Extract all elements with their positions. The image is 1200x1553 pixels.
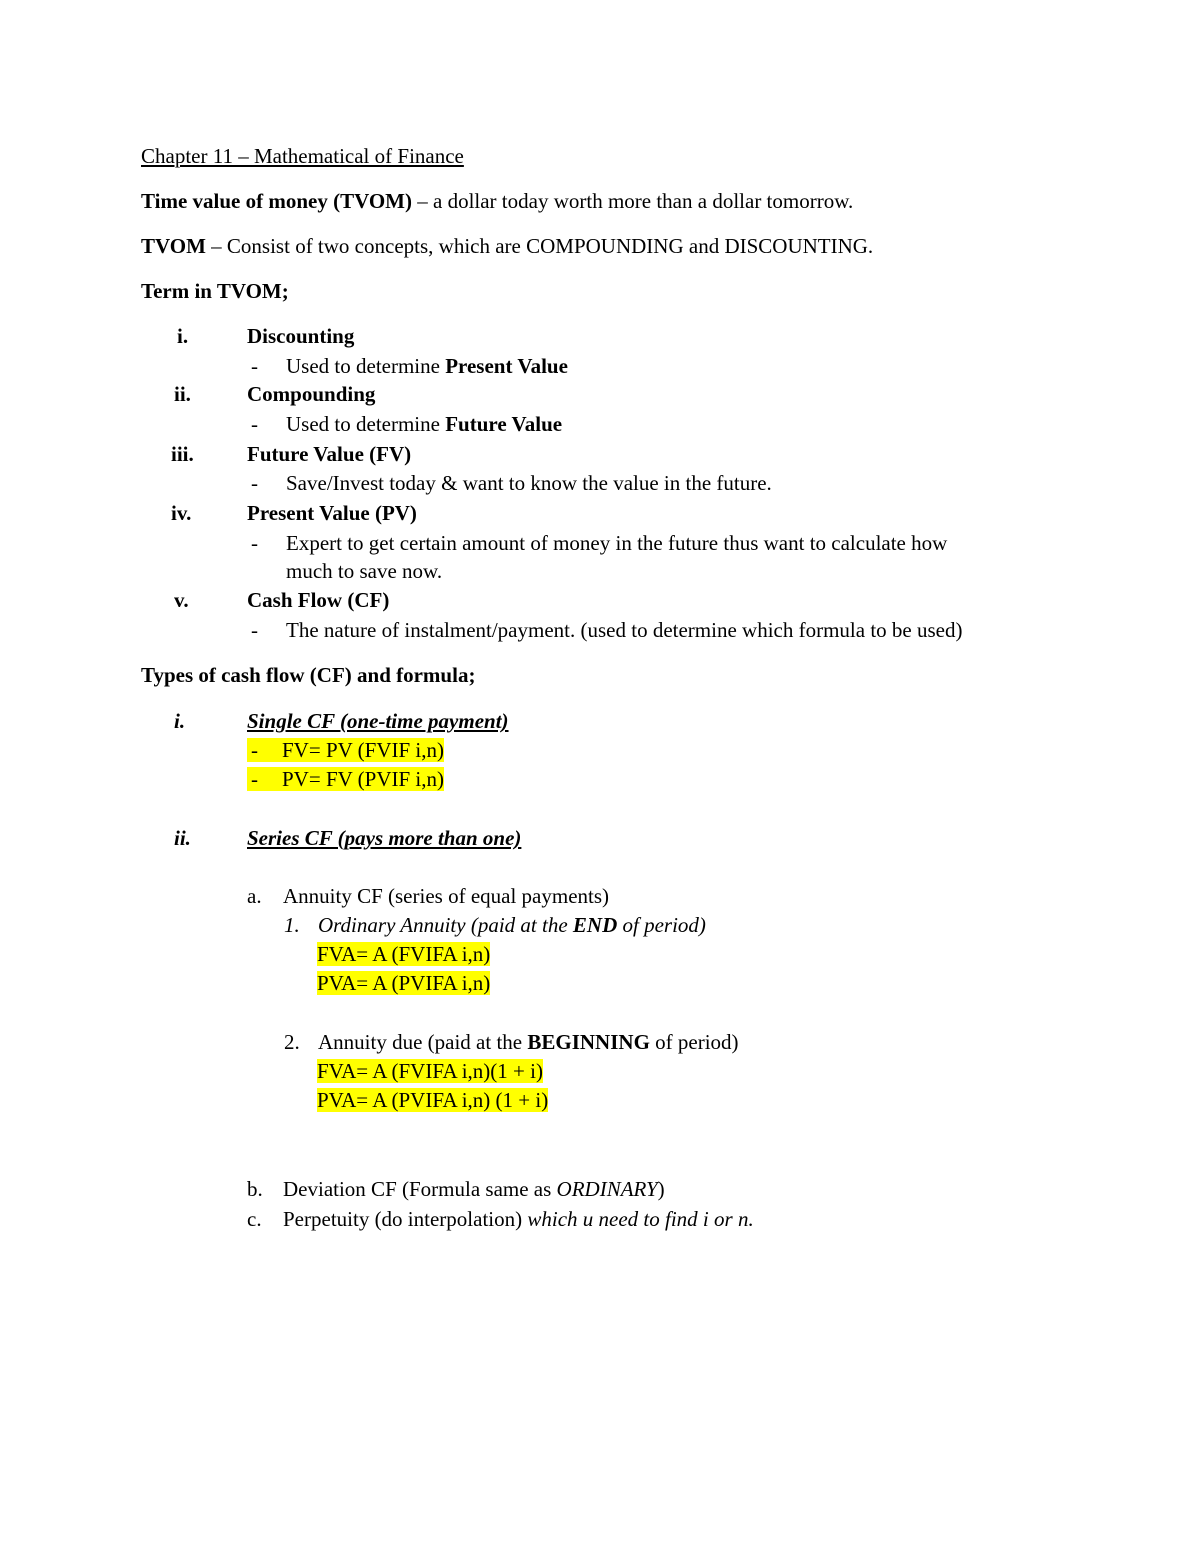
tvom-def-text: – a dollar today worth more than a dollar tomorrow. [412,189,854,213]
term-2-desc-bold: Future Value [445,412,563,436]
term-1-num: i. [177,324,189,348]
single-cf-fv-text: FV= PV (FVIF i,n) [282,738,444,762]
term-1-desc [251,352,568,380]
tvom-label: TVOM [141,234,206,258]
term-3-dash: - [251,471,258,495]
single-cf-pv-text: PV= FV (PVIF i,n) [282,767,444,791]
deviation-text-pre: Deviation CF (Formula same as [283,1177,557,1201]
due-fva-formula [317,1057,543,1085]
term-5-title: Cash Flow (CF) [247,588,390,612]
page-title-text: Chapter 11 – Mathematical of Finance [141,144,464,168]
term-2-desc-pre: Used to determine [286,412,446,436]
term-2-num: ii. [174,382,191,406]
term-2-dash: - [251,412,258,436]
deviation-text-post: ) [657,1177,665,1201]
single-cf-pv-highlight [247,767,444,791]
term-3-desc [251,469,772,497]
ordinary-text-post: of period) [617,913,706,937]
deviation-text [283,1175,665,1203]
term-4-desc-cont: much to save now. [286,559,443,583]
single-cf-num: i. [174,709,186,733]
series-cf-title: Series CF (pays more than one) [247,826,522,850]
due-fva-text: FVA= A (FVIFA i,n)(1 + i) [317,1059,543,1083]
term-5-dash: - [251,618,258,642]
term-1-desc-bold: Present Value [445,354,568,378]
terms-heading: Term in TVOM; [141,279,289,303]
term-4-dash: - [251,531,258,555]
due-text-pre: Annuity due (paid at the [318,1030,528,1054]
series-cf-num: ii. [174,826,191,850]
term-3-title: Future Value (FV) [247,442,412,466]
single-cf-pv-dash: - [251,767,258,791]
ordinary-text-bold: END [572,913,618,937]
perpetuity-label: c. [247,1207,262,1231]
page-title [141,142,464,170]
types-heading: Types of cash flow (CF) and formula; [141,663,476,687]
annuity-text: Annuity CF (series of equal payments) [283,884,610,908]
single-cf-title: Single CF (one-time payment) [247,709,509,733]
term-5-desc-text: The nature of instalment/payment. (used to determine which formula to be used) [286,618,963,642]
term-4-desc-text: Expert to get certain amount of money in the future thus want to calculate how [286,531,948,555]
single-cf-fv-highlight [247,738,444,762]
ordinary-num: 1. [284,913,300,937]
term-5-desc [251,616,962,644]
tvom-concepts-text: – Consist of two concepts, which are COMPOUNDING and DISCOUNTING. [205,234,874,258]
due-pva-formula [317,1086,548,1114]
ordinary-fva-formula [317,940,490,968]
annuity-label: a. [247,884,262,908]
due-text [318,1028,739,1056]
term-5-num: v. [174,588,189,612]
due-pva-text: PVA= A (PVIFA i,n) (1 + i) [317,1088,549,1112]
ordinary-text [318,911,706,939]
due-text-post: of period) [649,1030,739,1054]
term-4-num: iv. [171,501,192,525]
perpetuity-text-ital: which u need to find i or n. [527,1207,754,1231]
term-1-desc-pre: Used to determine [286,354,446,378]
term-4-title: Present Value (PV) [247,501,417,525]
term-2-title: Compounding [247,382,376,406]
deviation-text-ital: ORDINARY [556,1177,658,1201]
ordinary-pva-formula [317,969,490,997]
term-4-desc [251,529,947,557]
perpetuity-text [283,1205,754,1233]
term-3-num: iii. [171,442,194,466]
single-cf-fv-dash: - [251,738,258,762]
single-cf-pv-formula [247,765,444,793]
tvom-term: Time value of money (TVOM) [141,189,412,213]
term-2-desc [251,410,562,438]
term-1-title: Discounting [247,324,355,348]
single-cf-fv-formula [247,736,444,764]
ordinary-pva-text: PVA= A (PVIFA i,n) [317,971,491,995]
due-num: 2. [284,1030,300,1054]
term-1-dash: - [251,354,258,378]
deviation-label: b. [247,1177,263,1201]
perpetuity-text-pre: Perpetuity (do interpolation) [283,1207,528,1231]
term-3-desc-text: Save/Invest today & want to know the value in the future. [286,471,772,495]
tvom-definition [141,187,853,215]
due-text-bold: BEGINNING [527,1030,650,1054]
ordinary-text-pre: Ordinary Annuity (paid at the [318,913,573,937]
tvom-concepts [141,232,873,260]
ordinary-fva-text: FVA= A (FVIFA i,n) [317,942,491,966]
